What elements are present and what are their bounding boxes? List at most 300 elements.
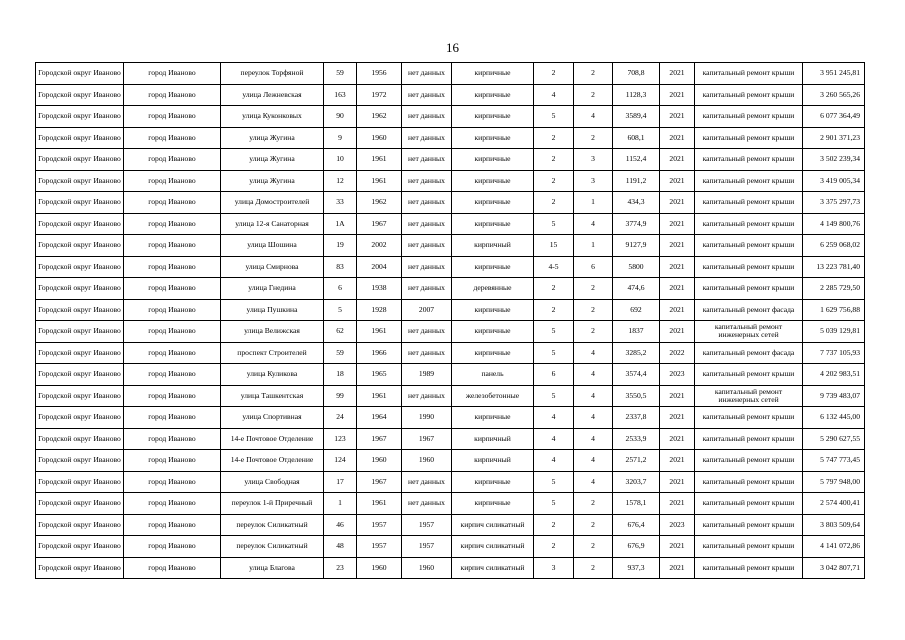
cell-city: город Иваново — [124, 385, 221, 407]
cell-house: 163 — [324, 84, 357, 106]
cell-city: город Иваново — [124, 84, 221, 106]
cell-city: город Иваново — [124, 170, 221, 192]
cell-cost: 3 042 807,71 — [803, 557, 865, 579]
table-row — [36, 256, 865, 278]
cell-city: город Иваново — [124, 278, 221, 300]
cell-city: город Иваново — [124, 342, 221, 364]
table-row — [36, 364, 865, 386]
cell-year-built: 1957 — [357, 514, 402, 536]
cell-work-type: капитальный ремонт фасада — [695, 342, 803, 364]
table-row — [36, 407, 865, 429]
cell-house: 23 — [324, 557, 357, 579]
cell-district: Городской округ Иваново — [36, 127, 124, 149]
table-row — [36, 299, 865, 321]
cell-plan-year: 2021 — [660, 299, 695, 321]
cell-year-built: 1962 — [357, 192, 402, 214]
table-body — [36, 63, 865, 579]
cell-year-commissioned: нет данных — [402, 127, 452, 149]
cell-year-built: 1961 — [357, 321, 402, 343]
cell-district: Городской округ Иваново — [36, 536, 124, 558]
cell-plan-year: 2023 — [660, 514, 695, 536]
cell-plan-year: 2021 — [660, 192, 695, 214]
cell-year-built: 1961 — [357, 170, 402, 192]
cell-work-type: капитальный ремонт крыши — [695, 149, 803, 171]
table-row — [36, 170, 865, 192]
cell-street: улица Лежневская — [221, 84, 324, 106]
table-row — [36, 235, 865, 257]
cell-wall-material: кирпичные — [452, 63, 534, 85]
cell-work-type: капитальный ремонт крыши — [695, 557, 803, 579]
cell-district: Городской округ Иваново — [36, 450, 124, 472]
cell-city: город Иваново — [124, 192, 221, 214]
cell-year-commissioned: 1990 — [402, 407, 452, 429]
cell-cost: 4 202 983,51 — [803, 364, 865, 386]
cell-work-type: капитальный ремонт инженерных сетей — [695, 385, 803, 407]
cell-street: переулок Торфяной — [221, 63, 324, 85]
cell-street: переулок Силикатный — [221, 536, 324, 558]
cell-year-commissioned: нет данных — [402, 63, 452, 85]
cell-district: Городской округ Иваново — [36, 471, 124, 493]
cell-house: 5 — [324, 299, 357, 321]
cell-work-type: капитальный ремонт крыши — [695, 493, 803, 515]
cell-entrances: 2 — [574, 514, 613, 536]
cell-area: 434,3 — [613, 192, 660, 214]
cell-year-commissioned: нет данных — [402, 493, 452, 515]
cell-house: 46 — [324, 514, 357, 536]
cell-year-built: 1961 — [357, 149, 402, 171]
cell-cost: 3 419 005,34 — [803, 170, 865, 192]
cell-floors: 5 — [534, 471, 574, 493]
cell-floors: 15 — [534, 235, 574, 257]
cell-house: 17 — [324, 471, 357, 493]
cell-street: 14-е Почтовое Отделение — [221, 450, 324, 472]
cell-year-commissioned: 1960 — [402, 557, 452, 579]
cell-house: 48 — [324, 536, 357, 558]
cell-entrances: 2 — [574, 493, 613, 515]
cell-area: 3203,7 — [613, 471, 660, 493]
cell-house: 1А — [324, 213, 357, 235]
cell-floors: 4 — [534, 407, 574, 429]
cell-district: Городской округ Иваново — [36, 213, 124, 235]
cell-street: улица Куликова — [221, 364, 324, 386]
cell-year-built: 2002 — [357, 235, 402, 257]
cell-year-built: 1972 — [357, 84, 402, 106]
table-row — [36, 63, 865, 85]
cell-wall-material: панель — [452, 364, 534, 386]
cell-house: 123 — [324, 428, 357, 450]
cell-plan-year: 2021 — [660, 536, 695, 558]
cell-district: Городской округ Иваново — [36, 514, 124, 536]
cell-city: город Иваново — [124, 407, 221, 429]
cell-area: 1152,4 — [613, 149, 660, 171]
cell-entrances: 2 — [574, 557, 613, 579]
cell-floors: 5 — [534, 385, 574, 407]
cell-cost: 3 951 245,81 — [803, 63, 865, 85]
cell-house: 59 — [324, 63, 357, 85]
cell-city: город Иваново — [124, 299, 221, 321]
cell-wall-material: кирпич силикатный — [452, 557, 534, 579]
cell-street: улица Пушкина — [221, 299, 324, 321]
cell-year-commissioned: нет данных — [402, 471, 452, 493]
cell-plan-year: 2021 — [660, 385, 695, 407]
cell-cost: 5 747 773,45 — [803, 450, 865, 472]
cell-plan-year: 2021 — [660, 63, 695, 85]
cell-district: Городской округ Иваново — [36, 278, 124, 300]
cell-wall-material: кирпичные — [452, 407, 534, 429]
cell-street: улица Велижская — [221, 321, 324, 343]
cell-work-type: капитальный ремонт крыши — [695, 428, 803, 450]
cell-wall-material: кирпичные — [452, 471, 534, 493]
cell-wall-material: кирпичные — [452, 84, 534, 106]
cell-street: улица Жугина — [221, 149, 324, 171]
cell-street: улица Свободная — [221, 471, 324, 493]
cell-plan-year: 2021 — [660, 278, 695, 300]
table-row — [36, 321, 865, 343]
cell-wall-material: кирпичные — [452, 192, 534, 214]
cell-plan-year: 2021 — [660, 428, 695, 450]
cell-street: проспект Строителей — [221, 342, 324, 364]
cell-work-type: капитальный ремонт крыши — [695, 192, 803, 214]
cell-cost: 3 502 239,34 — [803, 149, 865, 171]
cell-street: улица Благова — [221, 557, 324, 579]
cell-work-type: капитальный ремонт крыши — [695, 213, 803, 235]
cell-year-commissioned: 1957 — [402, 514, 452, 536]
cell-wall-material: кирпичные — [452, 321, 534, 343]
cell-cost: 4 149 800,76 — [803, 213, 865, 235]
cell-year-built: 1960 — [357, 557, 402, 579]
cell-wall-material: кирпичный — [452, 428, 534, 450]
cell-entrances: 3 — [574, 149, 613, 171]
cell-entrances: 3 — [574, 170, 613, 192]
cell-area: 9127,9 — [613, 235, 660, 257]
cell-district: Городской округ Иваново — [36, 256, 124, 278]
cell-work-type: капитальный ремонт крыши — [695, 256, 803, 278]
cell-wall-material: деревянные — [452, 278, 534, 300]
cell-wall-material: кирпичный — [452, 450, 534, 472]
cell-year-commissioned: нет данных — [402, 342, 452, 364]
table-row — [36, 192, 865, 214]
cell-wall-material: кирпичные — [452, 127, 534, 149]
cell-floors: 5 — [534, 213, 574, 235]
cell-wall-material: кирпич силикатный — [452, 514, 534, 536]
cell-wall-material: железобетонные — [452, 385, 534, 407]
cell-entrances: 4 — [574, 450, 613, 472]
cell-area: 676,4 — [613, 514, 660, 536]
cell-wall-material: кирпичные — [452, 256, 534, 278]
cell-city: город Иваново — [124, 471, 221, 493]
cell-plan-year: 2021 — [660, 84, 695, 106]
cell-area: 3574,4 — [613, 364, 660, 386]
cell-year-built: 1964 — [357, 407, 402, 429]
cell-floors: 4-5 — [534, 256, 574, 278]
cell-entrances: 2 — [574, 63, 613, 85]
cell-work-type: капитальный ремонт крыши — [695, 407, 803, 429]
cell-plan-year: 2021 — [660, 256, 695, 278]
cell-entrances: 4 — [574, 385, 613, 407]
cell-year-commissioned: 1967 — [402, 428, 452, 450]
cell-work-type: капитальный ремонт крыши — [695, 450, 803, 472]
cell-work-type: капитальный ремонт крыши — [695, 235, 803, 257]
cell-work-type: капитальный ремонт крыши — [695, 536, 803, 558]
cell-district: Городской округ Иваново — [36, 557, 124, 579]
cell-year-commissioned: 2007 — [402, 299, 452, 321]
cell-floors: 2 — [534, 514, 574, 536]
cell-district: Городской округ Иваново — [36, 149, 124, 171]
cell-entrances: 4 — [574, 428, 613, 450]
cell-year-built: 1961 — [357, 493, 402, 515]
table-row — [36, 471, 865, 493]
cell-district: Городской округ Иваново — [36, 407, 124, 429]
cell-year-commissioned: нет данных — [402, 385, 452, 407]
cell-work-type: капитальный ремонт крыши — [695, 84, 803, 106]
cell-entrances: 2 — [574, 278, 613, 300]
cell-cost: 7 737 105,93 — [803, 342, 865, 364]
cell-district: Городской округ Иваново — [36, 364, 124, 386]
cell-year-built: 2004 — [357, 256, 402, 278]
cell-house: 18 — [324, 364, 357, 386]
cell-area: 3589,4 — [613, 106, 660, 128]
cell-year-built: 1938 — [357, 278, 402, 300]
cell-floors: 2 — [534, 536, 574, 558]
table-row — [36, 127, 865, 149]
cell-district: Городской округ Иваново — [36, 170, 124, 192]
cell-cost: 2 285 729,50 — [803, 278, 865, 300]
cell-cost: 6 259 068,02 — [803, 235, 865, 257]
cell-district: Городской округ Иваново — [36, 84, 124, 106]
cell-work-type: капитальный ремонт крыши — [695, 514, 803, 536]
cell-cost: 3 375 297,73 — [803, 192, 865, 214]
cell-area: 3550,5 — [613, 385, 660, 407]
table-row — [36, 557, 865, 579]
table-row — [36, 450, 865, 472]
cell-house: 33 — [324, 192, 357, 214]
cell-cost: 2 574 400,41 — [803, 493, 865, 515]
cell-floors: 5 — [534, 321, 574, 343]
cell-year-commissioned: нет данных — [402, 170, 452, 192]
cell-district: Городской округ Иваново — [36, 192, 124, 214]
cell-city: город Иваново — [124, 149, 221, 171]
page-number: 16 — [446, 40, 459, 55]
housing-repair-table — [35, 62, 865, 579]
cell-plan-year: 2021 — [660, 106, 695, 128]
cell-street: улица Жугина — [221, 127, 324, 149]
cell-wall-material: кирпичные — [452, 342, 534, 364]
cell-street: улица Жугина — [221, 170, 324, 192]
cell-house: 10 — [324, 149, 357, 171]
cell-area: 692 — [613, 299, 660, 321]
table-row — [36, 213, 865, 235]
cell-floors: 4 — [534, 428, 574, 450]
table-row — [36, 536, 865, 558]
cell-street: переулок Силикатный — [221, 514, 324, 536]
cell-city: город Иваново — [124, 364, 221, 386]
cell-house: 19 — [324, 235, 357, 257]
cell-house: 62 — [324, 321, 357, 343]
cell-house: 6 — [324, 278, 357, 300]
cell-city: город Иваново — [124, 450, 221, 472]
table-row — [36, 385, 865, 407]
table-row — [36, 106, 865, 128]
cell-street: улица Гнедина — [221, 278, 324, 300]
cell-entrances: 4 — [574, 364, 613, 386]
cell-district: Городской округ Иваново — [36, 428, 124, 450]
cell-plan-year: 2021 — [660, 149, 695, 171]
cell-year-commissioned: нет данных — [402, 149, 452, 171]
cell-year-commissioned: нет данных — [402, 278, 452, 300]
cell-street: 14-е Почтовое Отделение — [221, 428, 324, 450]
cell-year-commissioned: нет данных — [402, 213, 452, 235]
cell-cost: 9 739 483,07 — [803, 385, 865, 407]
cell-area: 1191,2 — [613, 170, 660, 192]
cell-year-built: 1967 — [357, 428, 402, 450]
cell-work-type: капитальный ремонт крыши — [695, 63, 803, 85]
cell-area: 3285,2 — [613, 342, 660, 364]
cell-area: 1837 — [613, 321, 660, 343]
cell-city: город Иваново — [124, 557, 221, 579]
cell-street: улица Ташкентская — [221, 385, 324, 407]
cell-year-commissioned: нет данных — [402, 321, 452, 343]
cell-year-commissioned: 1957 — [402, 536, 452, 558]
cell-plan-year: 2023 — [660, 364, 695, 386]
cell-street: переулок 1-й Приречный — [221, 493, 324, 515]
cell-work-type: капитальный ремонт фасада — [695, 299, 803, 321]
cell-cost: 3 803 509,64 — [803, 514, 865, 536]
cell-wall-material: кирпичные — [452, 149, 534, 171]
cell-floors: 2 — [534, 127, 574, 149]
cell-floors: 2 — [534, 170, 574, 192]
cell-city: город Иваново — [124, 493, 221, 515]
cell-plan-year: 2021 — [660, 557, 695, 579]
cell-city: город Иваново — [124, 321, 221, 343]
cell-house: 12 — [324, 170, 357, 192]
table-row — [36, 149, 865, 171]
cell-house: 90 — [324, 106, 357, 128]
cell-plan-year: 2021 — [660, 450, 695, 472]
cell-floors: 4 — [534, 450, 574, 472]
cell-year-commissioned: 1989 — [402, 364, 452, 386]
table-row — [36, 84, 865, 106]
cell-district: Городской округ Иваново — [36, 235, 124, 257]
cell-wall-material: кирпичные — [452, 493, 534, 515]
cell-street: улица Домостроителей — [221, 192, 324, 214]
cell-year-built: 1962 — [357, 106, 402, 128]
cell-work-type: капитальный ремонт крыши — [695, 471, 803, 493]
cell-district: Городской округ Иваново — [36, 321, 124, 343]
table-row — [36, 514, 865, 536]
cell-entrances: 2 — [574, 321, 613, 343]
cell-street: улица Шошина — [221, 235, 324, 257]
cell-entrances: 4 — [574, 407, 613, 429]
cell-city: город Иваново — [124, 106, 221, 128]
cell-street: улица Куконковых — [221, 106, 324, 128]
cell-area: 2337,8 — [613, 407, 660, 429]
cell-house: 59 — [324, 342, 357, 364]
cell-city: город Иваново — [124, 536, 221, 558]
cell-floors: 2 — [534, 299, 574, 321]
cell-city: город Иваново — [124, 235, 221, 257]
cell-district: Городской округ Иваново — [36, 342, 124, 364]
cell-wall-material: кирпичные — [452, 106, 534, 128]
cell-plan-year: 2021 — [660, 235, 695, 257]
cell-city: город Иваново — [124, 63, 221, 85]
cell-area: 3774,9 — [613, 213, 660, 235]
cell-city: город Иваново — [124, 127, 221, 149]
cell-year-built: 1966 — [357, 342, 402, 364]
cell-city: город Иваново — [124, 514, 221, 536]
cell-district: Городской округ Иваново — [36, 106, 124, 128]
cell-floors: 3 — [534, 557, 574, 579]
cell-area: 937,3 — [613, 557, 660, 579]
cell-year-commissioned: нет данных — [402, 235, 452, 257]
cell-year-built: 1928 — [357, 299, 402, 321]
cell-work-type: капитальный ремонт крыши — [695, 278, 803, 300]
cell-area: 708,8 — [613, 63, 660, 85]
cell-year-built: 1960 — [357, 127, 402, 149]
cell-city: город Иваново — [124, 428, 221, 450]
cell-cost: 5 039 129,81 — [803, 321, 865, 343]
cell-district: Городской округ Иваново — [36, 385, 124, 407]
cell-plan-year: 2021 — [660, 127, 695, 149]
cell-wall-material: кирпичные — [452, 213, 534, 235]
cell-work-type: капитальный ремонт крыши — [695, 170, 803, 192]
cell-wall-material: кирпичные — [452, 170, 534, 192]
cell-floors: 5 — [534, 493, 574, 515]
cell-cost: 4 141 072,86 — [803, 536, 865, 558]
cell-work-type: капитальный ремонт крыши — [695, 127, 803, 149]
cell-city: город Иваново — [124, 256, 221, 278]
cell-floors: 2 — [534, 192, 574, 214]
cell-year-built: 1965 — [357, 364, 402, 386]
table-row — [36, 493, 865, 515]
cell-entrances: 1 — [574, 192, 613, 214]
cell-city: город Иваново — [124, 213, 221, 235]
cell-year-commissioned: нет данных — [402, 192, 452, 214]
cell-plan-year: 2022 — [660, 342, 695, 364]
cell-floors: 5 — [534, 106, 574, 128]
cell-year-built: 1967 — [357, 471, 402, 493]
cell-work-type: капитальный ремонт инженерных сетей — [695, 321, 803, 343]
cell-house: 9 — [324, 127, 357, 149]
cell-district: Городской округ Иваново — [36, 493, 124, 515]
cell-cost: 5 797 948,00 — [803, 471, 865, 493]
cell-cost: 13 223 781,40 — [803, 256, 865, 278]
cell-cost: 5 290 627,55 — [803, 428, 865, 450]
cell-work-type: капитальный ремонт крыши — [695, 364, 803, 386]
cell-year-commissioned: нет данных — [402, 256, 452, 278]
cell-entrances: 2 — [574, 127, 613, 149]
cell-entrances: 6 — [574, 256, 613, 278]
cell-cost: 6 132 445,00 — [803, 407, 865, 429]
cell-street: улица Смирнова — [221, 256, 324, 278]
cell-year-built: 1960 — [357, 450, 402, 472]
cell-street: улица Спортивная — [221, 407, 324, 429]
cell-cost: 3 260 565,26 — [803, 84, 865, 106]
cell-entrances: 1 — [574, 235, 613, 257]
cell-area: 5800 — [613, 256, 660, 278]
cell-plan-year: 2021 — [660, 407, 695, 429]
cell-wall-material: кирпичный — [452, 235, 534, 257]
cell-district: Городской округ Иваново — [36, 63, 124, 85]
cell-area: 1578,1 — [613, 493, 660, 515]
cell-cost: 2 901 371,23 — [803, 127, 865, 149]
cell-area: 608,1 — [613, 127, 660, 149]
cell-cost: 6 077 364,49 — [803, 106, 865, 128]
cell-floors: 5 — [534, 342, 574, 364]
cell-area: 2571,2 — [613, 450, 660, 472]
cell-house: 99 — [324, 385, 357, 407]
cell-entrances: 2 — [574, 84, 613, 106]
cell-plan-year: 2021 — [660, 170, 695, 192]
